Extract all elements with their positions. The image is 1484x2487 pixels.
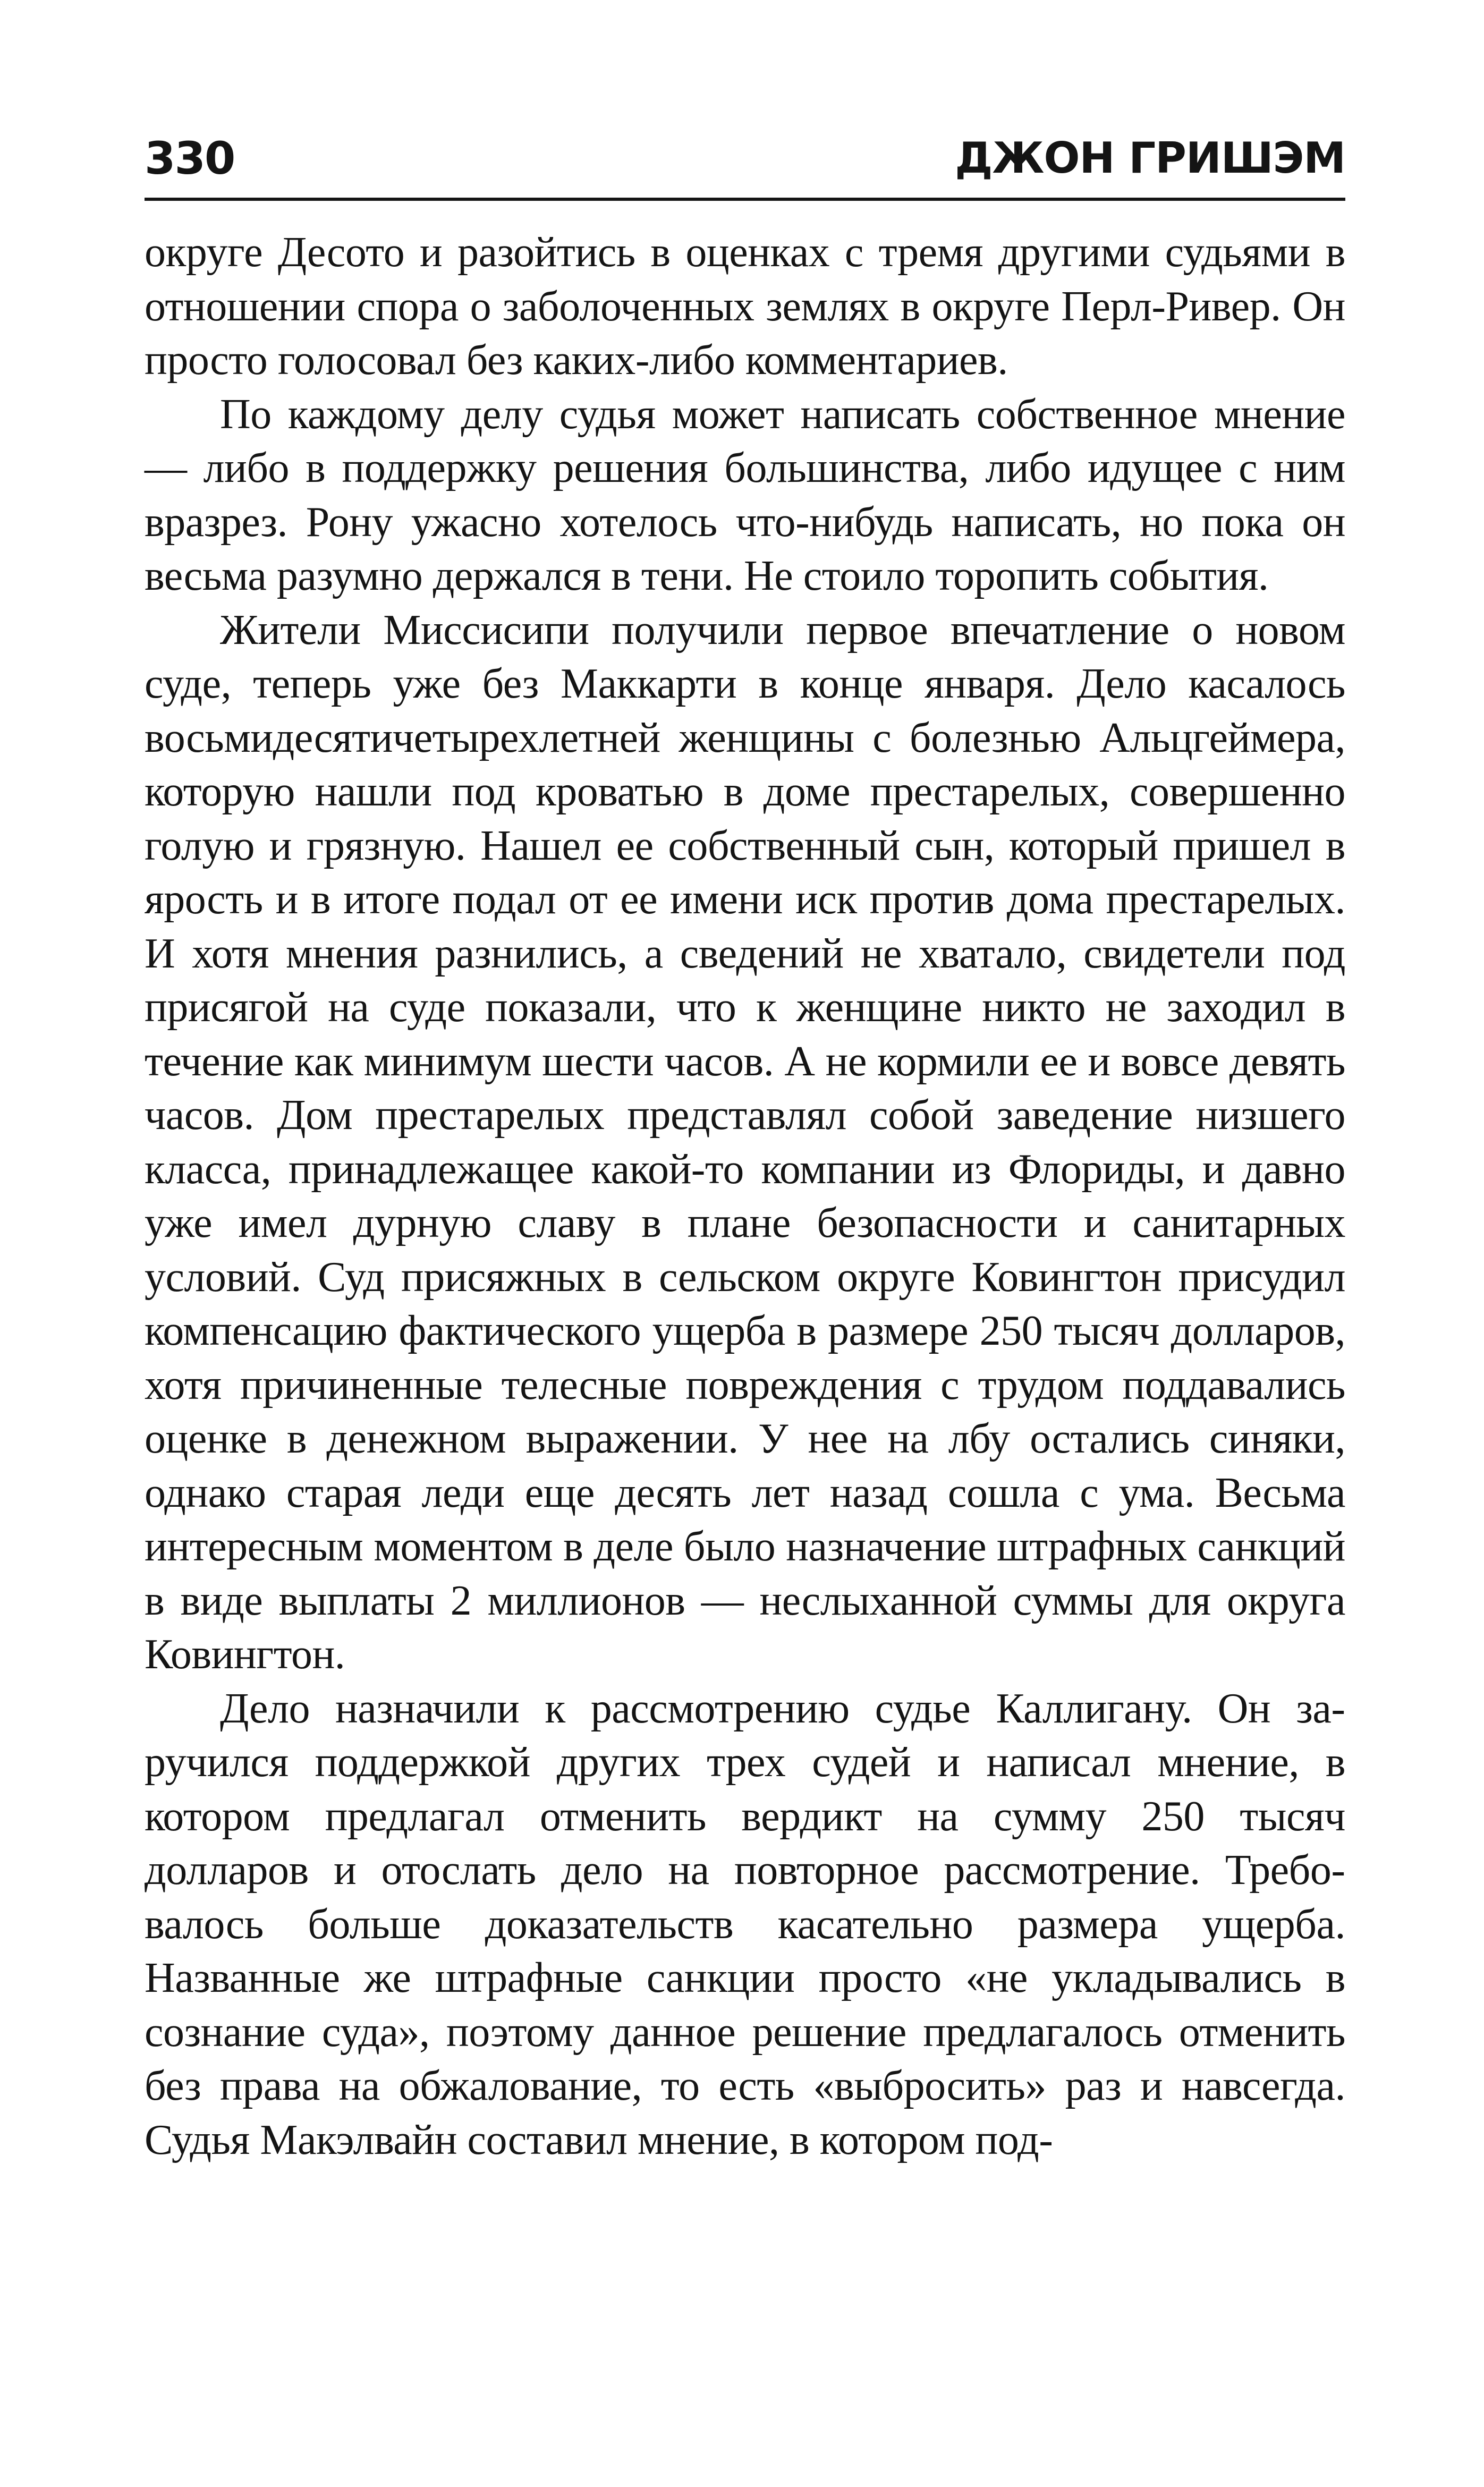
page-number: 330 bbox=[145, 132, 235, 184]
paragraph-4: Дело назначили к рассмотрению судье Каллигану. Он заручился поддержкой других трех судей и написал мнение, в котором предлагал отменить вердикт на сумму 250 тысяч долларов и отослать дело на повторное рассмотрение. Требовалось больше доказательств касательно размера ущерба. Названные же штрафные санкции просто «не укладывались в сознание суда», поэтому данное решение предлагалось отменить без права на обжалование, то есть «выбросить» раз и навсегда. Судья Макэлвайн составил мнение, в котором под- bbox=[145, 1685, 1345, 2163]
running-head bbox=[145, 121, 1345, 201]
header-rule bbox=[145, 198, 1345, 201]
paragraph-2: По каждому делу судья может написать собственное мнение — либо в поддержку решения большинства, либо идущее с ним вразрез. Рону ужасно хотелось что-нибудь написать, но пока он весьма разумно держался в тени. Не стоило торопить события. bbox=[145, 391, 1345, 599]
paragraph-1: округе Десото и разойтись в оценках с тремя другими судьями в отношении спора о заболоченных землях в округе Перл-Ривер. Он просто голосовал без каких-либо комментариев. bbox=[145, 229, 1345, 384]
paragraph-3: Жители Миссисипи получили первое впечатление о новом суде, теперь уже без Маккарти в конце января. Дело касалось восьмидесятичетырехлетней женщины с болезнью Альцгеймера, которую нашли под кроватью в доме престарелых, совершенно голую и грязную. Нашел ее собственный сын, который пришел в ярость и в итоге подал от ее имени иск против дома престарелых. И хотя мнения разнились, а сведений не хватало, свидетели под присягой на суде показали, что к женщине никто не заходил в течение как минимум шести часов. А не кормили ее и вовсе девять часов. Дом престарелых представлял собой заведение низшего класса, принадлежащее какой-то компании из Флориды, и давно уже имел дурную славу в плане безопасности и санитарных условий. Суд присяжных в сельском округе Ковингтон присудил компенсацию фактического ущерба в размере 250 тысяч долларов, хотя причиненные телесные повреждения с трудом поддавались оценке в денежном выражении. У нее на лбу остались синяки, однако старая леди еще десять лет назад сошла с ума. Весьма интересным моментом в деле было назначение штрафных санкций в виде выплаты 2 миллионов — неслыханной суммы для округа Ковингтон. bbox=[145, 606, 1345, 1678]
running-head-author: ДЖОН ГРИШЭМ bbox=[955, 133, 1345, 183]
body-text bbox=[145, 226, 1345, 2167]
